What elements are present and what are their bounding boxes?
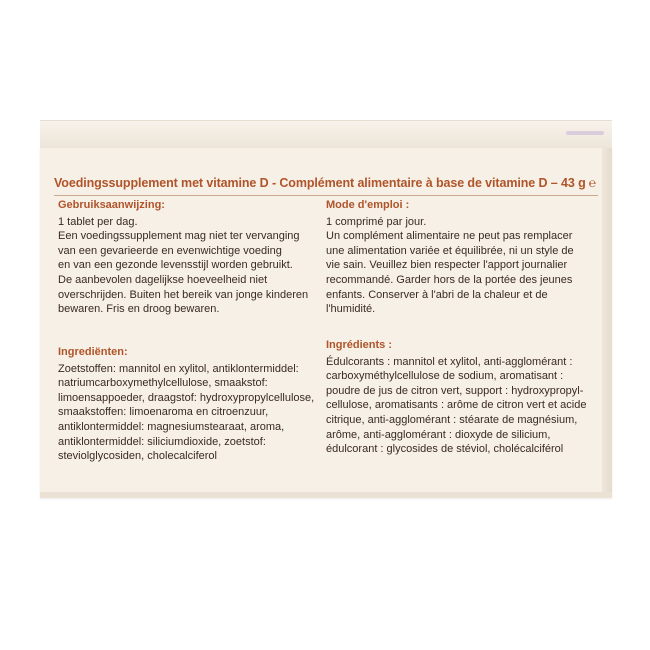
french-ingredients-text: Édulcorants : mannitol et xylitol, anti-agglomérant : carboxyméthylcellulose de sodium, aromatisant : poudre de jus de citron vert, support : hydroxypropyl- cellulose, aromatisants : arôme de citron vert et acide citrique, anti-agglomérant : stéarate de magnésium, arôme, anti-agglomérant : dioxyde de silicium, édulcorant : glycosides de stéviol, cholécalciférol — [326, 355, 587, 456]
dutch-usage-heading: Gebruiksaanwijzing: — [58, 199, 165, 211]
dutch-ingredients-section — [58, 345, 320, 464]
box-top-flap — [40, 120, 612, 151]
product-title — [54, 176, 602, 190]
french-usage-section — [326, 198, 594, 317]
french-ingredients-section — [326, 338, 594, 457]
dutch-usage-section — [58, 198, 320, 317]
french-usage-heading: Mode d'emploi : — [326, 199, 410, 211]
box-top-accent — [566, 131, 604, 135]
box-right-edge — [602, 148, 612, 498]
dutch-usage-text: 1 tablet per dag. Een voedingssupplement mag niet ter vervanging van een gevarieerde en evenwichtige voeding en van een gezonde levensstijl worden gebruikt. De aanbevolen dagelijkse hoeveelheid niet overschrijden. Buiten het bereik van jonge kinderen bewaren. Fris en droog bewaren. — [58, 215, 309, 316]
title-divider — [54, 195, 598, 196]
dutch-ingredients-heading: Ingrediënten: — [58, 346, 128, 358]
french-ingredients-heading: Ingrédients : — [326, 339, 393, 351]
estimated-sign-icon: ℮ — [588, 176, 597, 190]
product-title-text: Voedingssupplement met vitamine D - Complément alimentaire à base de vitamine D – 43 g — [54, 176, 586, 190]
box-bottom-edge — [40, 492, 612, 498]
dutch-ingredients-text: Zoetstoffen: mannitol en xylitol, antiklontermiddel: natriumcarboxymethylcellulose, smaakstof: limoensappoeder, draagstof: hydroxypropylcellulose, smaakstoffen: limoenaroma en citroenzuur, antiklontermiddel: magnesiumstearaat, aroma, antiklontermiddel: siliciumdioxide, zoetstof: steviolglycosiden, cholecalciferol — [58, 362, 315, 463]
french-usage-text: 1 comprimé par jour. Un complément alimentaire ne peut pas remplacer une alimentation variée et équilibrée, ni un style de vie sain. Veuillez bien respecter l'apport journalier recommandé. Garder hors de la portée des jeunes enfants. Conserver à l'abri de la chaleur et de l'humidité. — [326, 215, 574, 316]
